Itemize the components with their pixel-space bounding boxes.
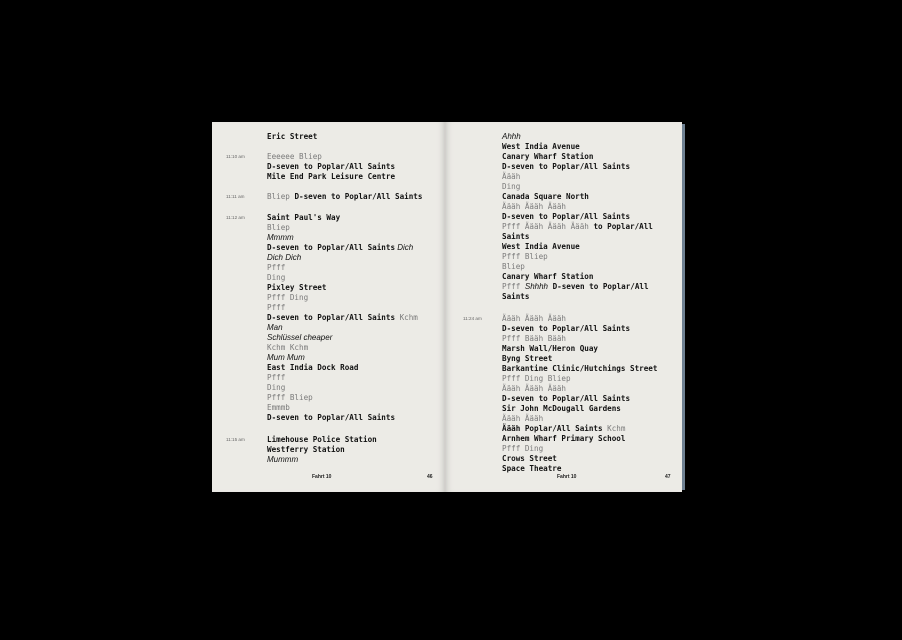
text-line <box>502 404 621 414</box>
text-segment: Pfff <box>267 373 286 382</box>
text-segment: Eeeeee Bliep <box>267 152 322 161</box>
text-line <box>267 132 317 142</box>
text-segment: Barkantine Clinic/Hutchings Street <box>502 364 658 373</box>
text-segment: D-seven to Poplar/All Saints <box>294 192 423 201</box>
text-line <box>502 182 520 192</box>
text-segment: Ding <box>267 383 286 392</box>
text-segment: Pfff Bliep <box>502 252 548 261</box>
text-line <box>502 292 529 302</box>
text-line <box>267 253 301 263</box>
text-line <box>267 455 298 465</box>
left-footer-title: Fahrt 10 <box>312 474 332 480</box>
text-segment: Emmmb <box>267 403 290 412</box>
text-segment: D-seven to Poplar/All Saints <box>267 162 396 171</box>
text-line <box>267 363 358 373</box>
text-segment: Pfff <box>267 263 286 272</box>
text-line <box>502 344 598 354</box>
text-line <box>267 333 332 343</box>
text-segment: D-seven to Poplar/All Saints <box>267 313 396 322</box>
text-line <box>502 162 630 172</box>
text-line <box>267 313 418 323</box>
text-line <box>267 233 294 243</box>
text-segment: Bliep <box>267 223 290 232</box>
text-segment: East India Dock Road <box>267 363 359 372</box>
text-line <box>267 323 283 333</box>
text-line <box>267 263 285 273</box>
left-page <box>212 122 445 492</box>
text-line <box>502 212 630 222</box>
text-line <box>267 383 285 393</box>
text-line <box>267 172 395 182</box>
text-segment: Ding <box>267 273 286 282</box>
text-line <box>267 273 285 283</box>
timestamp: 11:15 am <box>226 437 245 442</box>
text-line <box>502 454 557 464</box>
text-segment: Mummm <box>267 455 299 464</box>
timestamp: 11:10 am <box>226 154 245 159</box>
text-line <box>502 222 653 232</box>
text-line <box>502 444 543 454</box>
text-line <box>502 242 580 252</box>
text-line <box>267 283 326 293</box>
right-page-number: 47 <box>665 474 671 480</box>
text-line <box>267 152 322 162</box>
text-segment: West India Avenue <box>502 142 580 151</box>
text-line <box>267 243 413 253</box>
text-segment: D-seven to Poplar/All Saints <box>502 394 631 403</box>
timestamp: 11:11 am <box>226 194 245 199</box>
text-line <box>502 314 566 324</box>
text-segment: Pixley Street <box>267 283 327 292</box>
text-segment: Marsh Wall/Heron Quay <box>502 344 599 353</box>
text-line <box>267 223 290 233</box>
text-segment: Pfff Ding Bliep <box>502 374 571 383</box>
text-line <box>502 464 561 474</box>
text-line <box>502 282 649 292</box>
right-page <box>445 122 682 492</box>
text-segment: Kchm <box>602 424 626 433</box>
text-segment: Mile End Park Leisure Centre <box>267 172 396 181</box>
text-line <box>502 272 593 282</box>
text-line <box>267 192 422 202</box>
text-line <box>502 262 525 272</box>
timestamp: 11:24 am <box>463 316 482 321</box>
text-segment: Crows Street <box>502 454 557 463</box>
text-line <box>502 202 566 212</box>
text-line <box>267 303 285 313</box>
text-line <box>502 232 529 242</box>
text-segment: Westferry Station <box>267 445 345 454</box>
text-segment: Bliep <box>267 192 295 201</box>
text-line <box>502 192 589 202</box>
text-segment: Bliep <box>502 262 525 271</box>
text-line <box>502 132 521 142</box>
text-segment: Ding <box>502 182 521 191</box>
text-segment: Pfff <box>502 282 525 291</box>
text-segment: Dich Dich <box>267 253 302 262</box>
text-line <box>267 293 308 303</box>
text-segment: Pfff <box>502 334 525 343</box>
text-line <box>267 403 290 413</box>
text-segment: Saint Paul's Way <box>267 213 341 222</box>
right-footer-title: Fahrt 10 <box>557 474 577 480</box>
text-segment: Man <box>267 323 283 332</box>
text-line <box>267 343 308 353</box>
text-segment: Saints <box>502 232 530 241</box>
text-line <box>502 334 566 344</box>
text-segment: Dich <box>395 243 414 252</box>
text-segment: Kchm Kchm <box>267 343 309 352</box>
text-segment: Saints <box>502 292 530 301</box>
text-line <box>502 354 552 364</box>
text-line <box>502 384 566 394</box>
text-segment: Ahhh <box>502 132 521 141</box>
text-segment: Äääh Äääh Äääh <box>502 202 567 211</box>
text-segment: Pfff <box>267 303 286 312</box>
text-segment: to Poplar/All <box>593 222 653 231</box>
text-segment: D-seven to Poplar/All <box>548 282 649 291</box>
text-segment: Canary Wharf Station <box>502 272 594 281</box>
text-line <box>502 152 593 162</box>
text-segment: D-seven to Poplar/All Saints <box>502 324 631 333</box>
text-segment: Shhhh <box>524 282 548 291</box>
text-line <box>502 142 580 152</box>
text-segment: Pfff Bliep <box>267 393 313 402</box>
text-segment: Space Theatre <box>502 464 562 473</box>
text-segment: Canada Square North <box>502 192 589 201</box>
text-line <box>267 435 377 445</box>
text-line <box>502 252 548 262</box>
text-segment: Pfff Ding <box>267 293 309 302</box>
text-segment: D-seven to Poplar/All Saints <box>267 413 396 422</box>
text-segment: D-seven to Poplar/All Saints <box>502 162 631 171</box>
text-segment: Canary Wharf Station <box>502 152 594 161</box>
text-line <box>502 394 630 404</box>
text-segment: Arnhem Wharf Primary School <box>502 434 626 443</box>
text-line <box>267 353 305 363</box>
text-segment: Byng Street <box>502 354 553 363</box>
text-line <box>502 424 625 434</box>
text-segment: Sir John McDougall Gardens <box>502 404 621 413</box>
page-edge <box>682 124 685 490</box>
text-segment: D-seven to Poplar/All Saints <box>267 243 396 252</box>
text-line <box>502 324 630 334</box>
text-line <box>502 172 520 182</box>
text-segment: D-seven to Poplar/All Saints <box>502 212 631 221</box>
left-page-number: 46 <box>427 474 433 480</box>
text-segment: Äääh Äääh Äääh <box>502 314 567 323</box>
open-booklet <box>212 122 682 492</box>
text-segment: West India Avenue <box>502 242 580 251</box>
text-line <box>267 162 395 172</box>
text-segment: Pfff Ding <box>502 444 544 453</box>
text-segment: Äääh <box>502 172 521 181</box>
text-segment: Kchm <box>395 313 418 322</box>
text-segment: Pfff Äääh Äääh Äääh <box>502 222 594 231</box>
text-line <box>267 393 313 403</box>
text-segment: Äääh Äääh Äääh <box>502 384 567 393</box>
text-segment: Limehouse Police Station <box>267 435 377 444</box>
text-segment: Eric Street <box>267 132 318 141</box>
text-segment: Äääh Äääh <box>502 414 544 423</box>
text-segment: Mum Mum <box>267 353 305 362</box>
text-line <box>502 364 657 374</box>
text-line <box>267 213 340 223</box>
timestamp: 11:12 am <box>226 215 245 220</box>
text-segment: Äääh Poplar/All Saints <box>502 424 603 433</box>
text-segment: Bääh Bääh <box>524 334 567 343</box>
text-line <box>267 413 395 423</box>
text-line <box>502 414 543 424</box>
text-line <box>267 373 285 383</box>
text-line <box>267 445 345 455</box>
text-segment: Schlüssel cheaper <box>267 333 333 342</box>
text-segment: Mmmm <box>267 233 294 242</box>
text-line <box>502 374 571 384</box>
text-line <box>502 434 625 444</box>
